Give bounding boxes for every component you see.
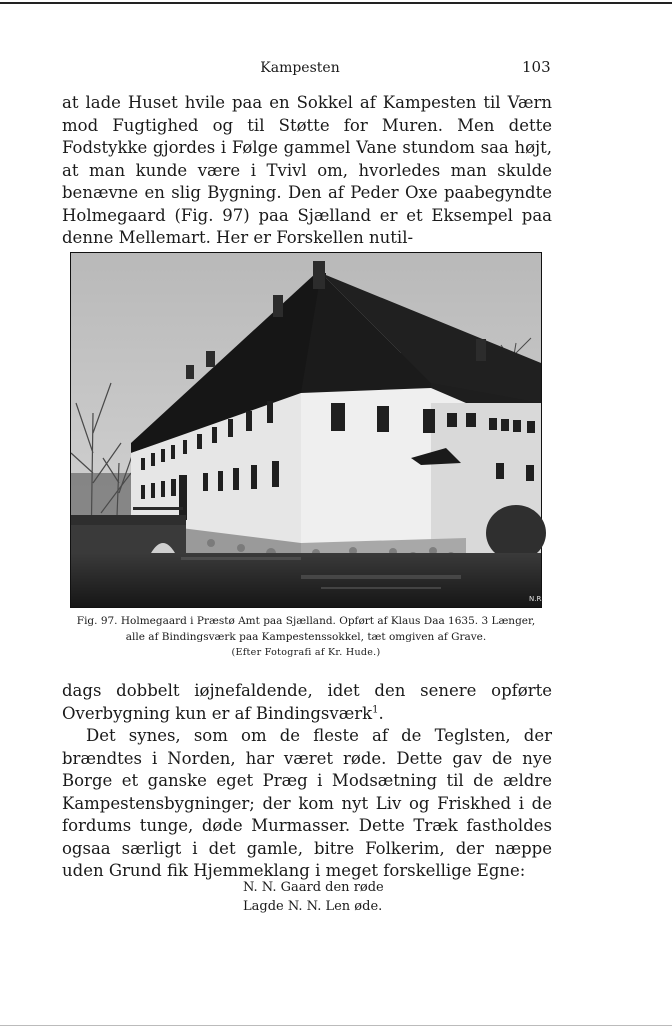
- bottom-border-line: [0, 1025, 672, 1026]
- verse-block: [243, 878, 384, 916]
- running-header: Kampesten: [260, 60, 340, 76]
- page-number: 103: [522, 58, 551, 76]
- paragraph-continued-end: .: [378, 703, 384, 723]
- verse-line-2: Lagde N. N. Len øde.: [243, 899, 383, 914]
- figure-credit: (Efter Fotografi af Kr. Hude.): [231, 647, 381, 658]
- paragraph-continued: [62, 680, 552, 725]
- figure-photo: [70, 252, 542, 608]
- paragraph-continued-text: dags dobbelt iøjnefaldende, idet den senere opførte Overbygning kun er af Bindingsværk: [62, 681, 552, 723]
- verse-line-1: N. N. Gaard den røde: [243, 880, 384, 895]
- figure-caption-text: Fig. 97. Holmegaard i Præstø Amt paa Sjælland. Opført af Klaus Daa 1635. 3 Længer, alle af Bindingsværk paa Kampestenssokkel, tæt omgiven af Grave.: [76, 615, 536, 643]
- footnote-marker: 1: [372, 704, 379, 715]
- paragraph-bottom: [62, 680, 552, 883]
- paragraph-second: Det synes, som om de fleste af de Teglsten, der brændtes i Norden, har været røde. Dette gav de nye Borge et ganske eget Præg i Modsætning til de ældre Kampestensbygninger; der kom nyt Liv og Friskhed i de fordums tunge, døde Murmasser. Dette Træk fastholdes ogsaa særligt i det gamle, bitre Folkerim, der næppe uden Grund fik Hjemmeklang i meget forskellige Egne:: [62, 726, 552, 880]
- holmegaard-photo-illustration: [71, 253, 544, 607]
- paragraph-top-text: at lade Huset hvile paa en Sokkel af Kampesten til Værn mod Fugtighed og til Støtte for Muren. Men dette Fodstykke gjordes i Følge gammel Vane stundom saa højt, at man kunde være i Tvivl om, hvorledes man skulde benævne en slig Bygning. Den af Peder Oxe paabegyndte Holmegaard (Fig. 97) paa Sjælland er et Eksempel paa denne Mellemart. Her er Forskellen nutil-: [62, 93, 552, 247]
- top-border-line: [0, 2, 672, 4]
- figure-caption: [72, 613, 540, 661]
- paragraph-top: [62, 92, 552, 250]
- photo-signature: N.R.: [529, 595, 544, 603]
